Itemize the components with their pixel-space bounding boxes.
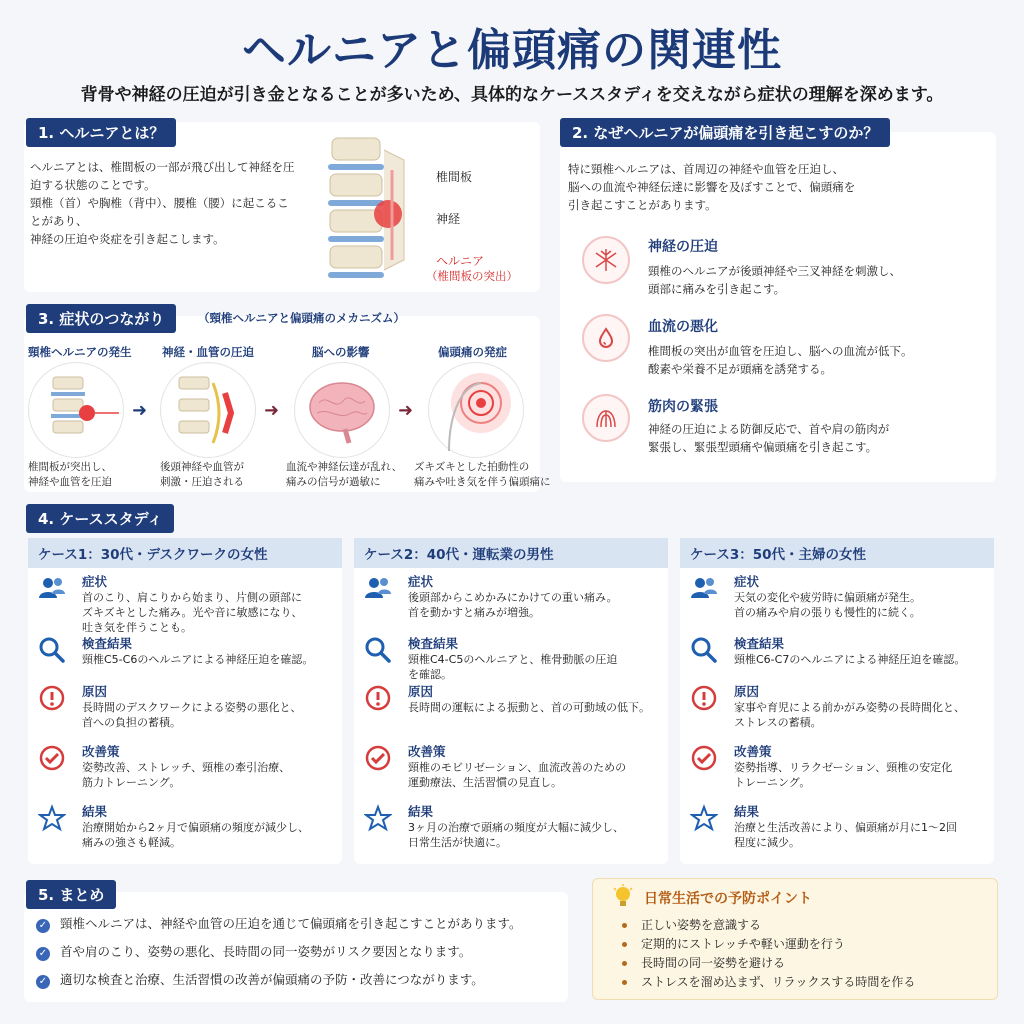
person-icon <box>364 574 392 602</box>
case-item-text: 天気の変化や疲労時に偏頭痛が発生。 <box>734 591 921 604</box>
lightbulb-icon <box>612 884 634 914</box>
check-circle-icon <box>364 744 392 772</box>
case-item-text: を確認。 <box>408 668 452 681</box>
case-card-1 <box>28 538 342 864</box>
case-item-text: 首を動かすと痛みが増強。 <box>408 606 540 619</box>
case-item-text: 治療開始から2ヶ月で偏頭痛の頻度が減少し、 <box>82 821 309 834</box>
case-item-text: 痛みの強さも軽減。 <box>82 836 181 849</box>
step-4-caption: ズキズキとした拍動性の 痛みや吐き気を伴う偏頭痛に <box>414 461 551 488</box>
case-item-text: 頸椎C5-C6のヘルニアによる神経圧迫を確認。 <box>82 653 314 666</box>
step-2-caption: 後頭神経や血管が 刺激・圧迫される <box>160 461 244 488</box>
sec2-item-2-text: 椎間板の突出が血管を圧迫し、脳への血流が低下。 酸素や栄養不足が頭痛を誘発する。 <box>648 344 913 376</box>
arrow-icon: ➜ <box>264 400 280 421</box>
case-item-text: 後頭部からこめかみにかけての重い痛み。 <box>408 591 618 604</box>
step-1-title: 頸椎ヘルニアの発生 <box>28 345 132 359</box>
page-title: ヘルニアと偏頭痛の関連性 <box>242 25 782 76</box>
case-item-text: 首のこり、肩こりから始まり、片側の頭部に <box>82 591 302 604</box>
case-item-text: ストレスの蓄積。 <box>734 716 822 729</box>
case-item-label: 検査結果 <box>408 636 459 651</box>
search-icon <box>364 636 392 664</box>
alert-icon <box>364 684 392 712</box>
arrow-icon: ➜ <box>132 400 148 421</box>
step-1-illustration <box>28 362 124 458</box>
section-1-text: ヘルニアとは、椎間板の一部が飛び出して神経を圧 迫する状態のことです。 頸椎（首）や胸椎（背中）、腰椎（腰）に起こるこ とがあり、 神経の圧迫や炎症を引き起こします。 <box>30 160 295 246</box>
section-3-subheading: （頸椎ヘルニアと偏頭痛のメカニズム） <box>198 311 405 325</box>
muscle-icon <box>582 394 630 442</box>
section-1-heading: 1. ヘルニアとは？ <box>26 118 176 147</box>
sec2-item-1-text: 頸椎のヘルニアが後頭神経や三叉神経を刺激し、 頭部に痛みを引き起こす。 <box>648 264 901 296</box>
case-item-text: ズキズキとした痛み。光や音に敏感になり、 <box>82 606 303 619</box>
case-item-text: 頸椎のモビリゼーション、血流改善のための <box>408 761 627 774</box>
star-icon <box>364 804 392 832</box>
case-item-text: 家事や育児による前かがみ姿勢の長時間化と、 <box>734 701 965 714</box>
case-item-label: 症状 <box>408 574 434 589</box>
case-item-text: 日常生活が快適に。 <box>408 836 507 849</box>
case-item-text: 姿勢指導、リラクゼーション、頸椎の安定化 <box>734 761 953 774</box>
label-hernia: ヘルニア <box>436 254 485 268</box>
case-item-label: 改善策 <box>734 744 772 759</box>
check-icon: ✓ <box>36 975 50 989</box>
prevention-item: 長時間の同一姿勢を避ける <box>622 954 915 973</box>
case-item-label: 原因 <box>408 684 434 699</box>
sec2-item-2-title: 血流の悪化 <box>648 319 718 335</box>
case-card-3 <box>680 538 994 864</box>
summary-list <box>36 914 522 998</box>
summary-item: ✓ 適切な検査と治療、生活習慣の改善が偏頭痛の予防・改善につながります。 <box>36 970 522 998</box>
case-item-text: 3ヶ月の治療で頭痛の頻度が大幅に減少し、 <box>408 821 624 834</box>
step-4-title: 偏頭痛の発症 <box>438 345 507 359</box>
case-item-text: 運動療法、生活習慣の見直し。 <box>408 776 562 789</box>
case-header: ケース3：50代・主婦の女性 <box>680 538 994 568</box>
sec2-item-1-title: 神経の圧迫 <box>648 239 718 255</box>
step-2-illustration <box>160 362 256 458</box>
summary-item: ✓ 首や肩のこり、姿勢の悪化、長時間の同一姿勢がリスク要因となります。 <box>36 942 522 970</box>
check-circle-icon <box>690 744 718 772</box>
case-item-text: 長時間の運転による振動と、首の可動域の低下。 <box>408 701 650 714</box>
case-header: ケース2：40代・運転業の男性 <box>354 538 668 568</box>
step-2-title: 神経・血管の圧迫 <box>162 345 254 359</box>
case-card-2 <box>354 538 668 864</box>
case-item-label: 検査結果 <box>82 636 133 651</box>
prevention-item: ストレスを溜め込まず、リラックスする時間を作る <box>622 973 915 992</box>
search-icon <box>38 636 66 664</box>
case-item-label: 検査結果 <box>734 636 785 651</box>
star-icon <box>690 804 718 832</box>
nerve-icon <box>582 236 630 284</box>
section-4-heading: 4. ケーススタディ <box>26 504 174 533</box>
summary-item: ✓ 頸椎ヘルニアは、神経や血管の圧迫を通じて偏頭痛を引き起こすことがあります。 <box>36 914 522 942</box>
case-item-text: 筋力トレーニング。 <box>82 776 181 789</box>
step-3-illustration <box>294 362 390 458</box>
sec2-item-3-title: 筋肉の緊張 <box>648 399 718 415</box>
case-item-text: 程度に減少。 <box>734 836 800 849</box>
blood-drop-icon <box>582 314 630 362</box>
prevention-item: 正しい姿勢を意識する <box>622 916 915 935</box>
alert-icon <box>690 684 718 712</box>
section-5-heading: 5. まとめ <box>26 880 116 909</box>
case-item-label: 結果 <box>82 804 108 819</box>
star-icon <box>38 804 66 832</box>
label-disc: 椎間板 <box>436 170 473 184</box>
check-icon: ✓ <box>36 919 50 933</box>
search-icon <box>690 636 718 664</box>
section-3-heading: 3. 症状のつながり <box>26 304 176 333</box>
step-3-caption: 血流や神経伝達が乱れ、 痛みの信号が過敏に <box>286 461 403 488</box>
arrow-icon: ➜ <box>398 400 414 421</box>
prevention-item: 定期的にストレッチや軽い運動を行う <box>622 935 915 954</box>
sec2-item-3-text: 神経の圧迫による防御反応で、首や肩の筋肉が 緊張し、緊張型頭痛や偏頭痛を引き起こす。 <box>648 422 890 454</box>
case-item-text: 長時間のデスクワークによる姿勢の悪化と、 <box>82 701 302 714</box>
label-hernia-note: （椎間板の突出） <box>426 269 518 283</box>
case-item-text: トレーニング。 <box>734 776 811 789</box>
case-item-label: 症状 <box>82 574 108 589</box>
prevention-list <box>622 916 915 992</box>
step-3-title: 脳への影響 <box>312 345 370 359</box>
case-item-text: 治療と生活改善により、偏頭痛が月に1〜2回 <box>734 821 957 834</box>
case-item-label: 症状 <box>734 574 760 589</box>
person-icon <box>690 574 718 602</box>
case-item-label: 結果 <box>734 804 760 819</box>
label-nerve: 神経 <box>436 212 461 226</box>
case-item-label: 原因 <box>734 684 760 699</box>
prevention-title: 日常生活での予防ポイント <box>644 891 812 907</box>
case-header: ケース1：30代・デスクワークの女性 <box>28 538 342 568</box>
step-1-caption: 椎間板が突出し、 神経や血管を圧迫 <box>28 461 112 488</box>
page-subtitle: 背骨や神経の圧迫が引き金となることが多いため、具体的なケーススタディを交えながら症状の理解を深めます。 <box>80 85 944 105</box>
case-item-label: 改善策 <box>408 744 446 759</box>
case-item-text: 吐き気を伴うことも。 <box>82 621 192 634</box>
case-item-text: 頸椎C4-C5のヘルニアと、椎骨動脈の圧迫 <box>408 653 618 666</box>
case-item-label: 改善策 <box>82 744 120 759</box>
case-item-text: 姿勢改善、ストレッチ、頸椎の牽引治療、 <box>82 761 291 774</box>
case-item-label: 原因 <box>82 684 108 699</box>
case-item-text: 首への負担の蓄積。 <box>82 716 181 729</box>
section-2-intro: 特に頸椎ヘルニアは、首周辺の神経や血管を圧迫し、 脳への血流や神経伝達に影響を及ぼすことで、偏頭痛を 引き起こすことがあります。 <box>568 162 856 212</box>
spine-illustration <box>312 130 422 290</box>
check-circle-icon <box>38 744 66 772</box>
step-4-illustration <box>428 362 524 458</box>
alert-icon <box>38 684 66 712</box>
case-item-label: 結果 <box>408 804 434 819</box>
case-item-text: 首の痛みや肩の張りも慢性的に続く。 <box>734 606 921 619</box>
person-icon <box>38 574 66 602</box>
check-icon: ✓ <box>36 947 50 961</box>
section-2-heading: 2. なぜヘルニアが偏頭痛を引き起こすのか？ <box>560 118 890 147</box>
case-item-text: 頸椎C6-C7のヘルニアによる神経圧迫を確認。 <box>734 653 966 666</box>
